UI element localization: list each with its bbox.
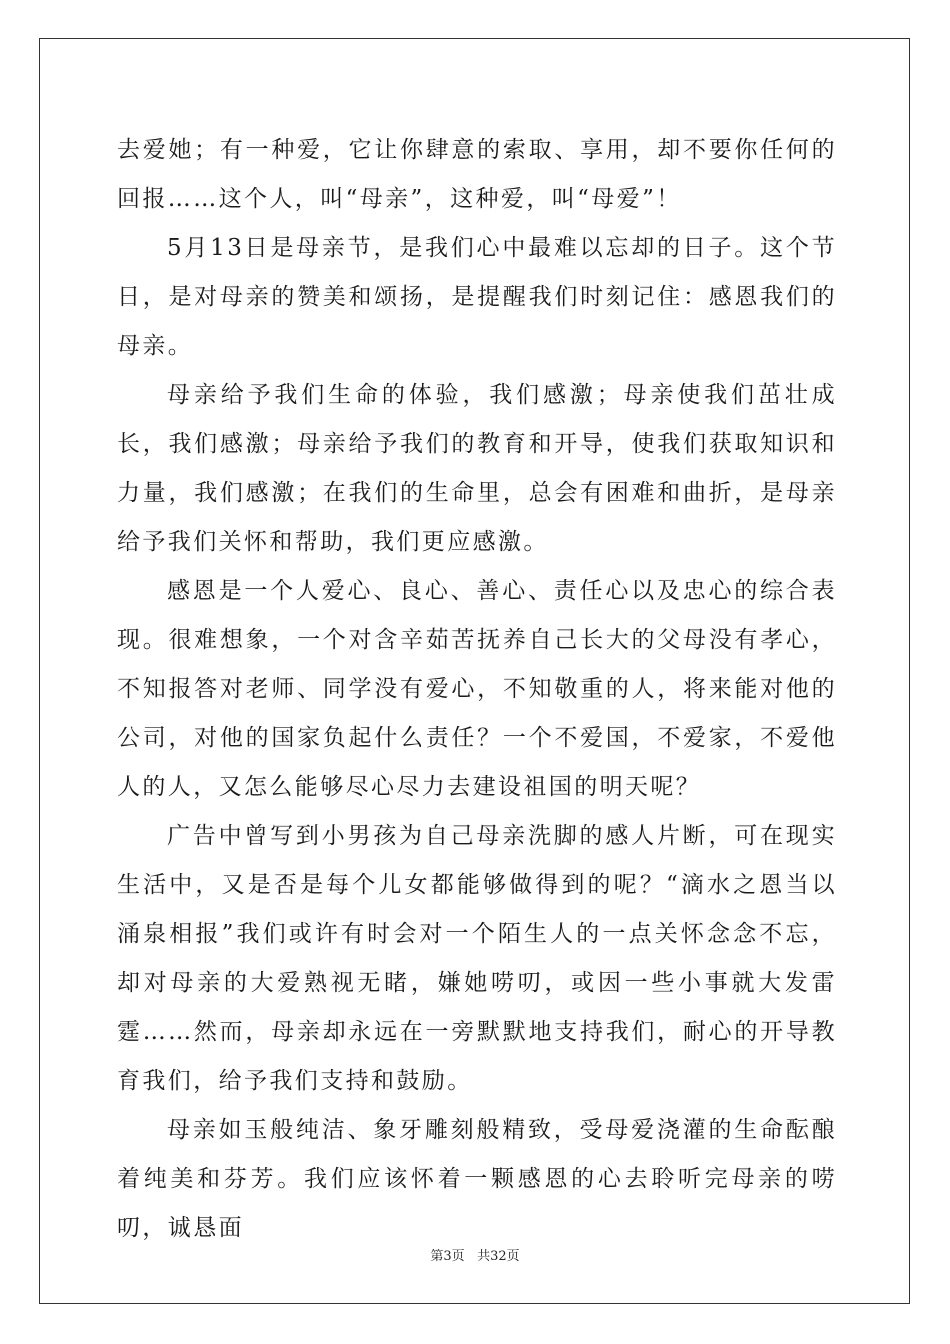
document-body [117,126,837,1253]
paragraph-4: 感恩是一个人爱心、良心、善心、责任心以及忠心的综合表现。很难想象，一个对含辛茹苦抚养自己长大的父母没有孝心，不知报答对老师、同学没有爱心，不知敬重的人，将来能对他的公司，对他的国家负起什么责任？一个不爱国，不爱家，不爱他人的人，又怎么能够尽心尽力去建设祖国的明天呢？ [117,578,837,800]
paragraph-6: 母亲如玉般纯洁、象牙雕刻般精致，受母爱浇灌的生命酝酿着纯美和芬芳。我们应该怀着一颗感恩的心去聆听完母亲的唠叨，诚恳面 [117,1117,837,1241]
total-pages: 共32页 [477,1249,520,1264]
paragraph-2: 5月13日是母亲节，是我们心中最难以忘却的日子。这个节日，是对母亲的赞美和颂扬，是提醒我们时刻记住：感恩我们的母亲。 [117,235,837,359]
paragraph-1: 去爱她；有一种爱，它让你肆意的索取、享用，却不要你任何的回报……这个人，叫“母亲”，这种爱，叫“母爱”！ [117,137,837,212]
page-footer [0,1245,950,1264]
paragraph-5: 广告中曾写到小男孩为自己母亲洗脚的感人片断，可在现实生活中，又是否是每个儿女都能够做得到的呢？“滴水之恩当以涌泉相报”我们或许有时会对一个陌生人的一点关怀念念不忘，却对母亲的大爱熟视无睹，嫌她唠叨，或因一些小事就大发雷霆……然而，母亲却永远在一旁默默地支持我们，耐心的开导教育我们，给予我们支持和鼓励。 [117,823,837,1094]
page-number: 第3页 [430,1249,465,1264]
paragraph-3: 母亲给予我们生命的体验，我们感激；母亲使我们茁壮成长，我们感激；母亲给予我们的教育和开导，使我们获取知识和力量，我们感激；在我们的生命里，总会有困难和曲折，是母亲给予我们关怀和帮助，我们更应感激。 [117,382,837,555]
